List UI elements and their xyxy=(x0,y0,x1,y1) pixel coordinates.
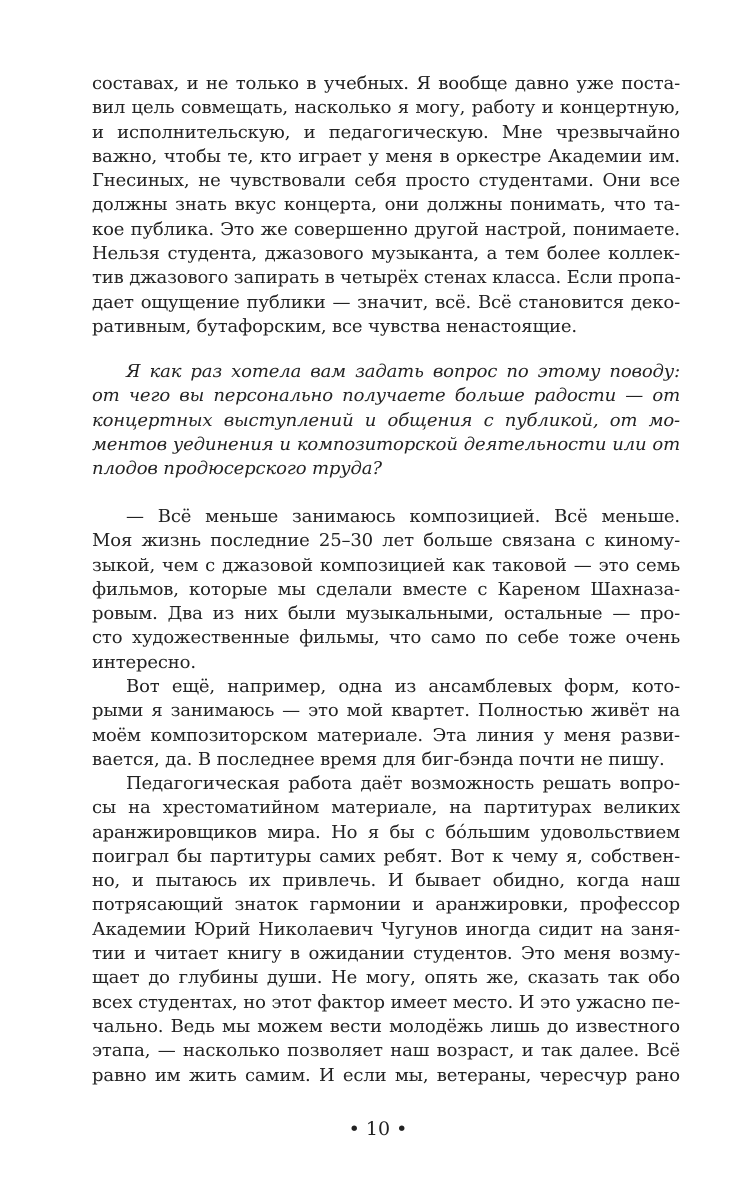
text-line: чально. Ведь мы можем вести молодёжь лишь до известного xyxy=(92,1015,680,1037)
text-line: сы на хрестоматийном материале, на партитурах великих xyxy=(92,797,680,819)
text-line: поиграл бы партитуры самих ребят. Вот к чему я, собствен- xyxy=(92,845,680,867)
text-line: ративным, бутафорским, все чувства ненастоящие. xyxy=(92,315,577,337)
text-line: тив джазового запирать в четырёх стенах класса. Если пропа- xyxy=(92,267,681,289)
text-line: важно, чтобы те, кто играет у меня в оркестре Академии им. xyxy=(92,145,680,167)
text-line: фильмов, которые мы сделали вместе с Кареном Шахназа- xyxy=(92,578,680,600)
text-line: должны знать вкус концерта, они должны понимать, что та- xyxy=(92,194,680,216)
text-line: Педагогическая работа даёт возможность решать вопро- xyxy=(126,773,680,794)
text-line: кое публика. Это же совершенно другой настрой, понимаете. xyxy=(92,218,680,240)
text-line: Моя жизнь последние 25–30 лет больше связана с киному- xyxy=(92,530,680,552)
text-line: этапа, — насколько позволяет наш возраст, и так далее. Всё xyxy=(92,1040,680,1062)
answer-paragraph-3 xyxy=(92,772,680,1088)
text-line: дает ощущение публики — значит, всё. Всё становится деко- xyxy=(92,291,680,313)
question-line: Я как раз хотела вам задать вопрос по этому поводу: xyxy=(126,361,680,382)
text-line: Нельзя студента, джазового музыканта, а тем более коллек- xyxy=(92,243,680,265)
question-line: плодов продюсерского труда? xyxy=(92,458,382,480)
text-line: зыкой, чем с джазовой композицией как таковой — это семь xyxy=(92,554,680,576)
text-line: рыми я занимаюсь — это мой квартет. Полностью живёт на xyxy=(92,700,680,722)
text-line: моём композиторском материале. Эта линия у меня разви- xyxy=(92,724,680,746)
answer-paragraph-2 xyxy=(92,675,680,772)
text-line: Академии Юрий Николаевич Чугунов иногда сидит на заня- xyxy=(92,918,680,940)
text-line: ровым. Два из них были музыкальными, остальные — про- xyxy=(92,603,680,625)
text-line: всех студентах, но этот фактор имеет место. И это ужасно пе- xyxy=(92,991,680,1013)
text-line: тии и читает книгу в ожидании студентов. Это меня возму- xyxy=(92,943,680,965)
text-line: вается, да. В последнее время для биг-бэнда почти не пишу. xyxy=(92,748,665,770)
text-line: составах, и не только в учебных. Я вообще давно уже поста- xyxy=(92,73,680,94)
text-line: — Всё меньше занимаюсь композицией. Всё меньше. xyxy=(126,506,680,527)
question-line: концертных выступлений и общения с публикой, от мо- xyxy=(92,409,680,431)
text-line: но, и пытаюсь их привлечь. И бывает обидно, когда наш xyxy=(92,870,680,892)
text-line: потрясающий знаток гармонии и аранжировки, профессор xyxy=(92,894,680,916)
paragraph-1 xyxy=(92,72,680,339)
page-number: • 10 • xyxy=(348,1118,408,1140)
text-line: интересно. xyxy=(92,651,196,673)
text-line: Вот ещё, например, одна из ансамблевых форм, кото- xyxy=(126,676,680,697)
text-line: сто художественные фильмы, что само по себе тоже очень xyxy=(92,627,680,649)
interviewer-question xyxy=(92,360,680,481)
question-line: от чего вы персонально получаете больше радости — от xyxy=(92,385,680,407)
text-line: и исполнительскую, и педагогическую. Мне чрезвычайно xyxy=(92,121,680,143)
text-line: щает до глубины души. Не могу, опять же, сказать так обо xyxy=(92,967,680,989)
text-line: вил цель совмещать, насколько я могу, работу и концертную, xyxy=(92,97,680,119)
text-line: Гнесиных, не чувствовали себя просто студентами. Они все xyxy=(92,170,680,192)
question-line: ментов уединения и композиторской деятельности или от xyxy=(92,433,680,455)
text-line: аранжировщиков мира. Но я бы с бóльшим удовольствием xyxy=(92,821,680,843)
text-line: равно им жить самим. И если мы, ветераны, чересчур рано xyxy=(92,1064,680,1086)
answer-paragraph-1 xyxy=(92,505,680,675)
